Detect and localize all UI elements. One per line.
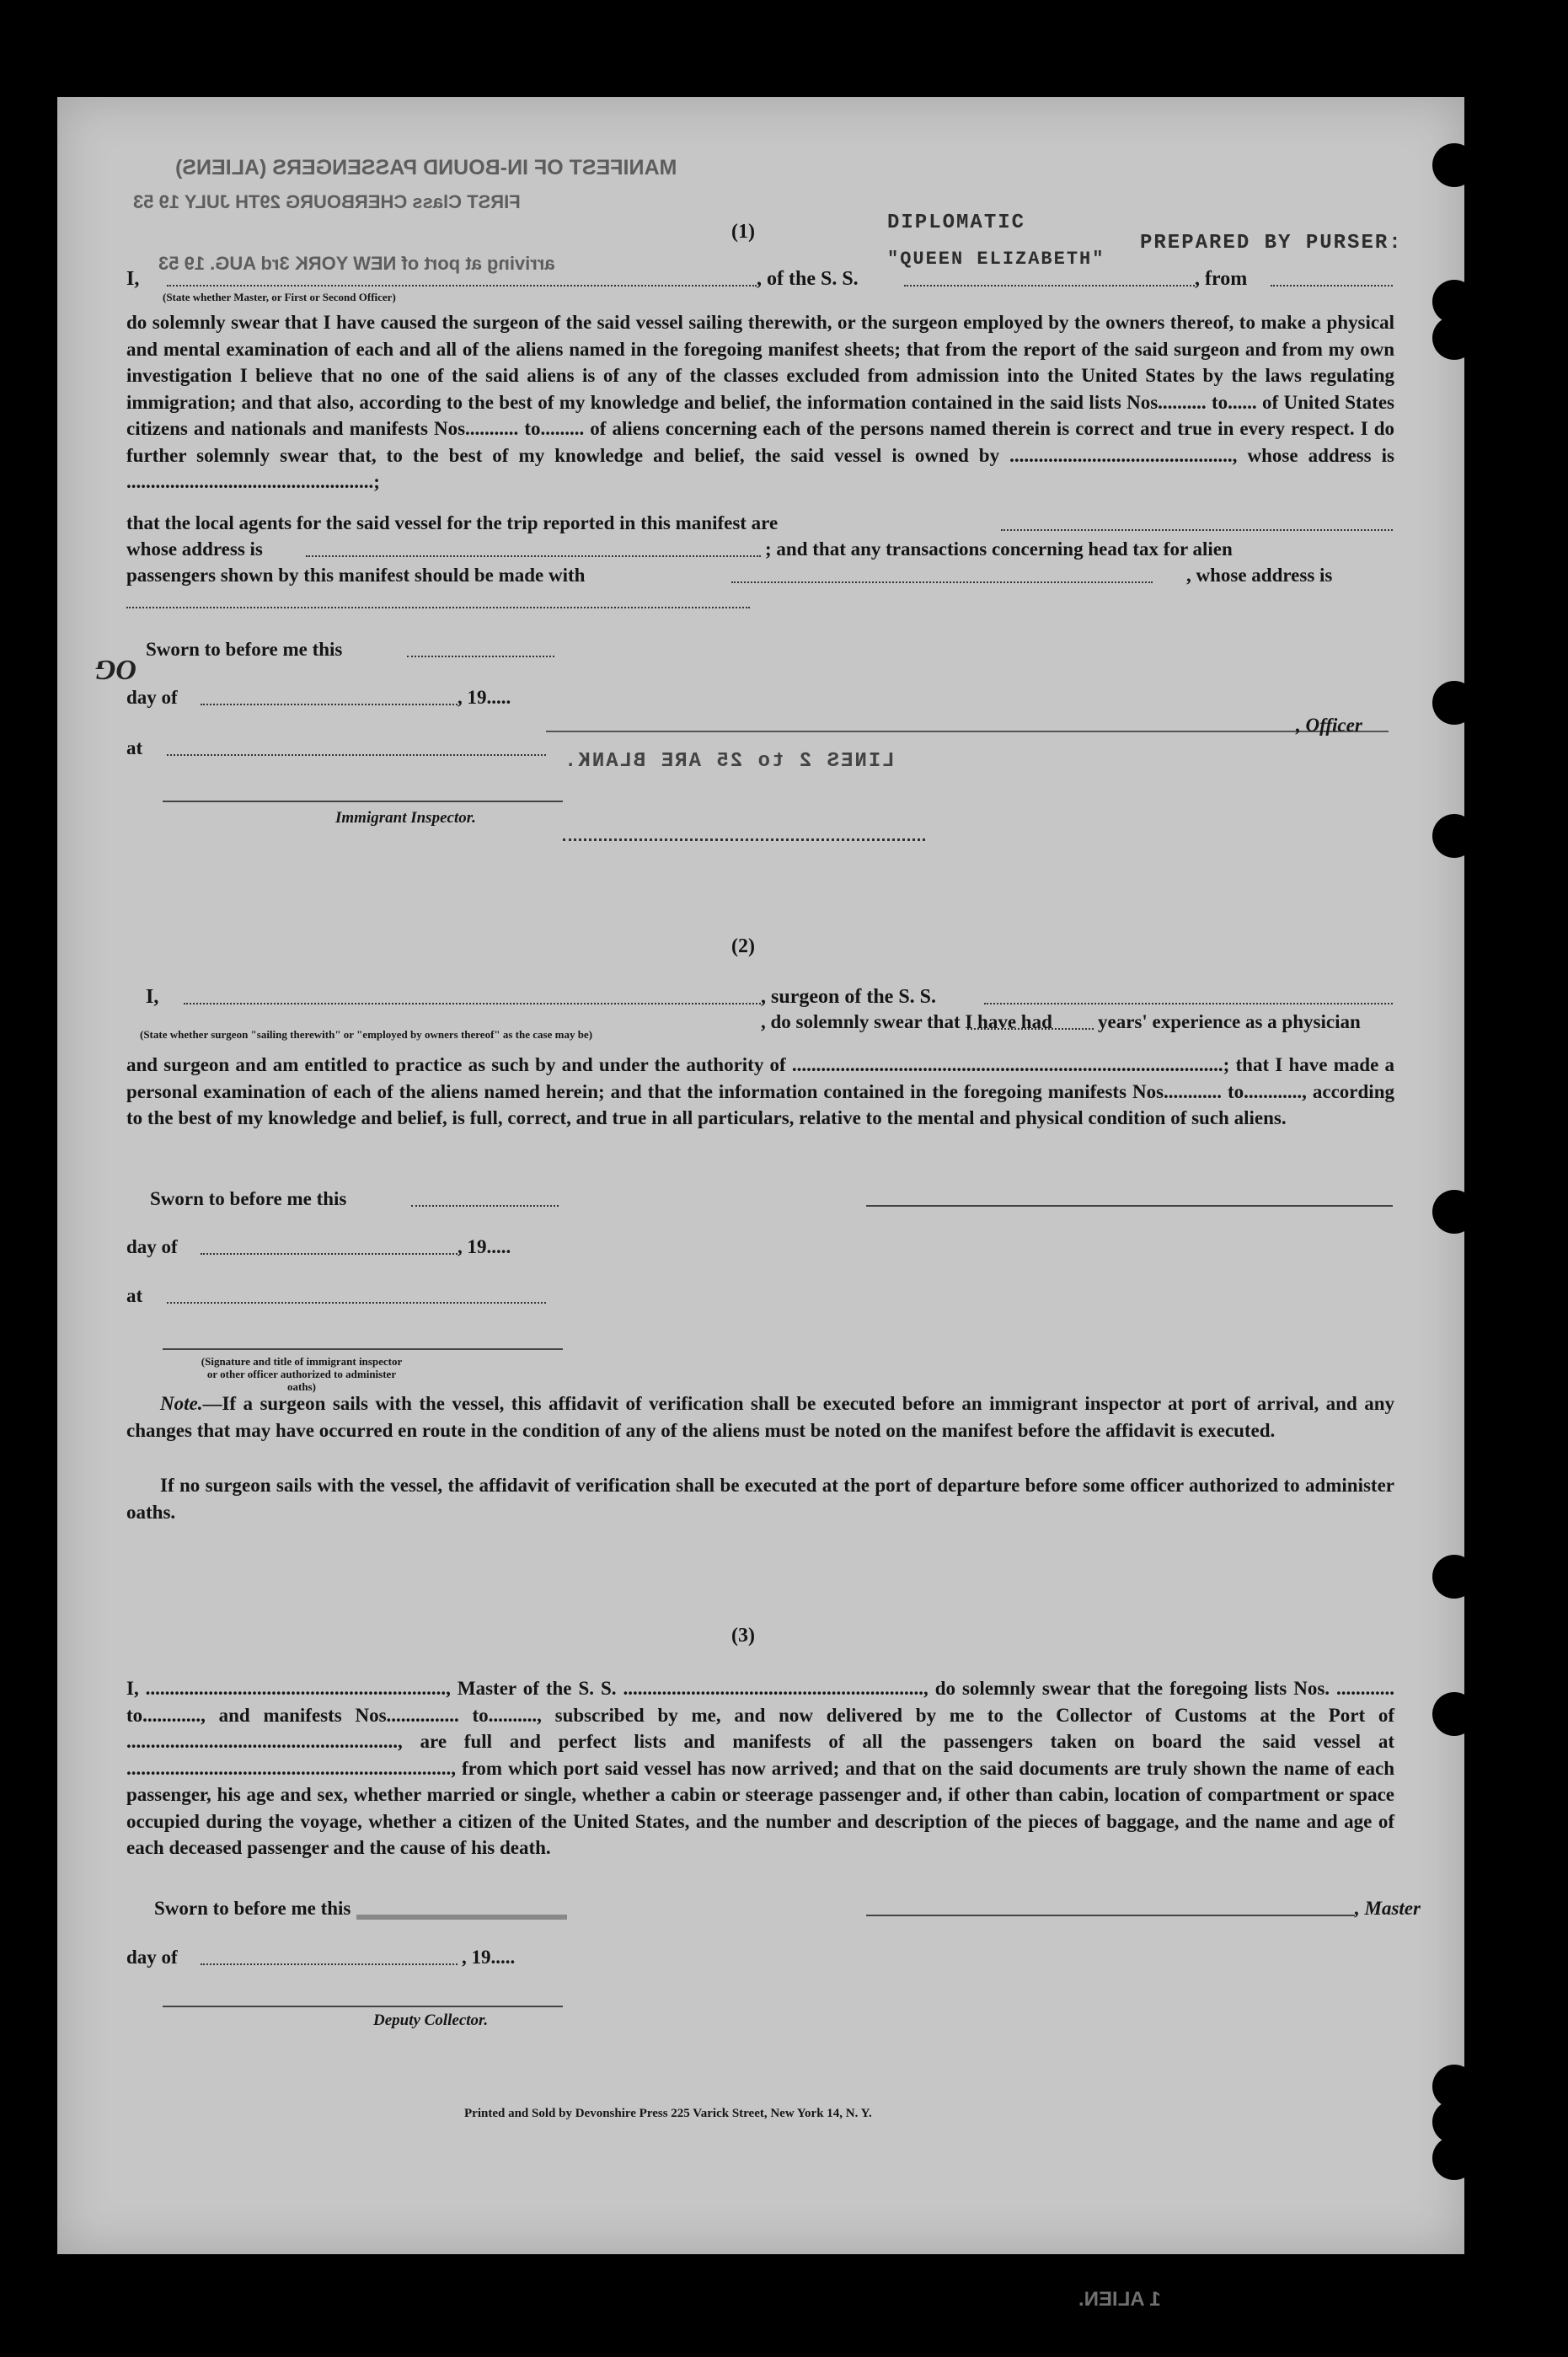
- section-2-number: (2): [731, 935, 755, 957]
- immigrant-inspector-label: Immigrant Inspector.: [335, 809, 476, 827]
- surgeon-of-label: , surgeon of the S. S.: [761, 986, 937, 1008]
- sworn-label-2: Sworn to before me this: [150, 1188, 347, 1209]
- year-label-1: , 19.....: [458, 687, 511, 708]
- binder-hole: [1432, 1555, 1476, 1599]
- section-2-paragraph: and surgeon and am entitled to practice as such by and under the authority of .........................................................................................; that I have made a personal examination of each of the aliens named herein; and that the information contained in the foregoing manifests Nos............ to............, according to the best of my knowledge and belief, is full, correct, and true in all particulars, relative to the mental and physical condition of such aliens.: [126, 1054, 1394, 1128]
- experience-label: years' experience as a physician: [1098, 1011, 1361, 1032]
- bleed-through-line-2: FIRST Class CHERBOURG 29TH JULY 19 53: [133, 191, 521, 212]
- section-3-paragraph: I, .............................................................., Master of the S. S. .............................................................., do solemnly swear that the foregoing lists Nos. ............ to............, and manifests Nos............... to.........., subscribed by me, and now delivered by me to the Collector of Customs at the Port of ........................................................, are full and perfect lists and manifests of all the passengers taken on board the said vessel at ..................................................................., from which port said vessel has now arrived; and that on the said documents are truly shown the name of each passenger, his age and sex, whether married or single, whether a cabin or steerage passenger and, if other than cabin, location of compartment or space occupied during the voyage, whether a citizen of the United States, and the number and description of the pieces of baggage, and the name and age of each deceased passenger and the cause of his death.: [126, 1678, 1394, 1858]
- day-of-label-3: day of: [126, 1947, 178, 1968]
- binder-hole: [1432, 316, 1476, 360]
- section-1-i: I,: [126, 268, 140, 290]
- passengers-line: passengers shown by this manifest should be made with: [126, 565, 586, 586]
- bottom-bleed-through-label: 1 ALIEN.: [1078, 2288, 1161, 2311]
- head-tax-line: ; and that any transactions concerning head tax for alien: [765, 538, 1233, 560]
- day-of-label-1: day of: [126, 687, 178, 708]
- year-label-2: , 19.....: [458, 1236, 511, 1257]
- binder-hole: [1432, 814, 1476, 858]
- prepared-by-purser: PREPARED BY PURSER:: [1140, 232, 1403, 254]
- section-1-paragraph: do solemnly swear that I have caused the surgeon of the said vessel sailing therewith, or the surgeon employed by the owners thereof, to make a physical and mental examination of each and all of the aliens named in the foregoing manifest sheets; that from the report of the said surgeon and from my own investigation I believe that no one of the said aliens is of any of the classes excluded from admission into the United States by the laws regulating immigration; and that also, according to the best of my knowledge and belief, the information contained in the said lists Nos.......... to...... of United States citizens and nationals and manifests Nos........... to......... of aliens concerning each of the persons named therein is correct and true in every respect. I do further solemnly swear that, to the best of my knowledge and belief, the said vessel is owned by .............................................., whose address is ...................................................;: [126, 312, 1394, 492]
- note-paragraph-2: If no surgeon sails with the vessel, the affidavit of verification shall be executed at the port of departure before some officer authorized to administer oaths.: [126, 1475, 1394, 1523]
- binder-hole: [1432, 681, 1476, 725]
- day-of-label-2: day of: [126, 1236, 178, 1257]
- note-text: —If a surgeon sails with the vessel, this affidavit of verification shall be executed before an immigrant inspector at port of arrival, and any changes that may have occurred en route in the condition of any of the aliens must be noted on the manifest before the affidavit is executed.: [126, 1393, 1394, 1441]
- binder-hole: [1432, 2136, 1476, 2180]
- lines-blank-stamp: LINES 2 to 25 ARE BLANK.: [563, 750, 895, 773]
- binder-hole: [1432, 143, 1476, 187]
- sworn-label-3: Sworn to before me this: [154, 1898, 351, 1919]
- year-label-3: , 19.....: [462, 1947, 516, 1968]
- section-2-caption: (State whether surgeon "sailing therewith" or "employed by owners thereof" as the case may be): [140, 1028, 593, 1041]
- manifest-page: [57, 97, 1464, 2254]
- solemnly-label: , do solemnly swear that I have had: [761, 1011, 1052, 1032]
- from-label: , from: [1195, 268, 1248, 290]
- master-label: , Master: [1355, 1898, 1421, 1919]
- sworn-label-1: Sworn to before me this: [146, 639, 343, 660]
- section-1-caption: (State whether Master, or First or Second Officer): [163, 291, 396, 303]
- local-agents-line: that the local agents for the said vessel for the trip reported in this manifest are: [126, 512, 779, 533]
- ship-name: "QUEEN ELIZABETH": [887, 249, 1105, 270]
- whose-address-is-end: , whose address is: [1186, 565, 1333, 586]
- diplomatic-class: DIPLOMATIC: [887, 212, 1026, 234]
- binder-hole: [1432, 1692, 1476, 1736]
- bleed-through-title: MANIFEST OF IN-BOUND PASSENGERS (ALIENS): [175, 156, 677, 179]
- bleed-through-line-3: arriving at port of NEW YORK 3rd AUG. 19 53: [158, 253, 555, 274]
- section-3-number: (3): [731, 1625, 755, 1647]
- section-2-i: I,: [146, 986, 159, 1008]
- section-1-number: (1): [731, 221, 755, 243]
- at-label-2: at: [126, 1285, 143, 1306]
- deputy-collector-label: Deputy Collector.: [373, 2011, 489, 2029]
- printer-credit: Printed and Sold by Devonshire Press 225 Varick Street, New York 14, N. Y.: [464, 2107, 872, 2120]
- note-paragraph: [126, 1390, 1394, 1444]
- section-2-signature-caption: (Signature and title of immigrant inspector or other officer authorized to administer oaths): [201, 1355, 403, 1393]
- of-the-ss-label: , of the S. S.: [757, 268, 859, 290]
- officer-label: , Officer: [1296, 715, 1362, 736]
- whose-address-line: whose address is: [126, 538, 263, 560]
- binder-hole: [1432, 1190, 1476, 1234]
- note-label: Note.: [160, 1393, 203, 1414]
- at-label-1: at: [126, 737, 143, 758]
- handwritten-margin-mark: OG: [95, 654, 137, 685]
